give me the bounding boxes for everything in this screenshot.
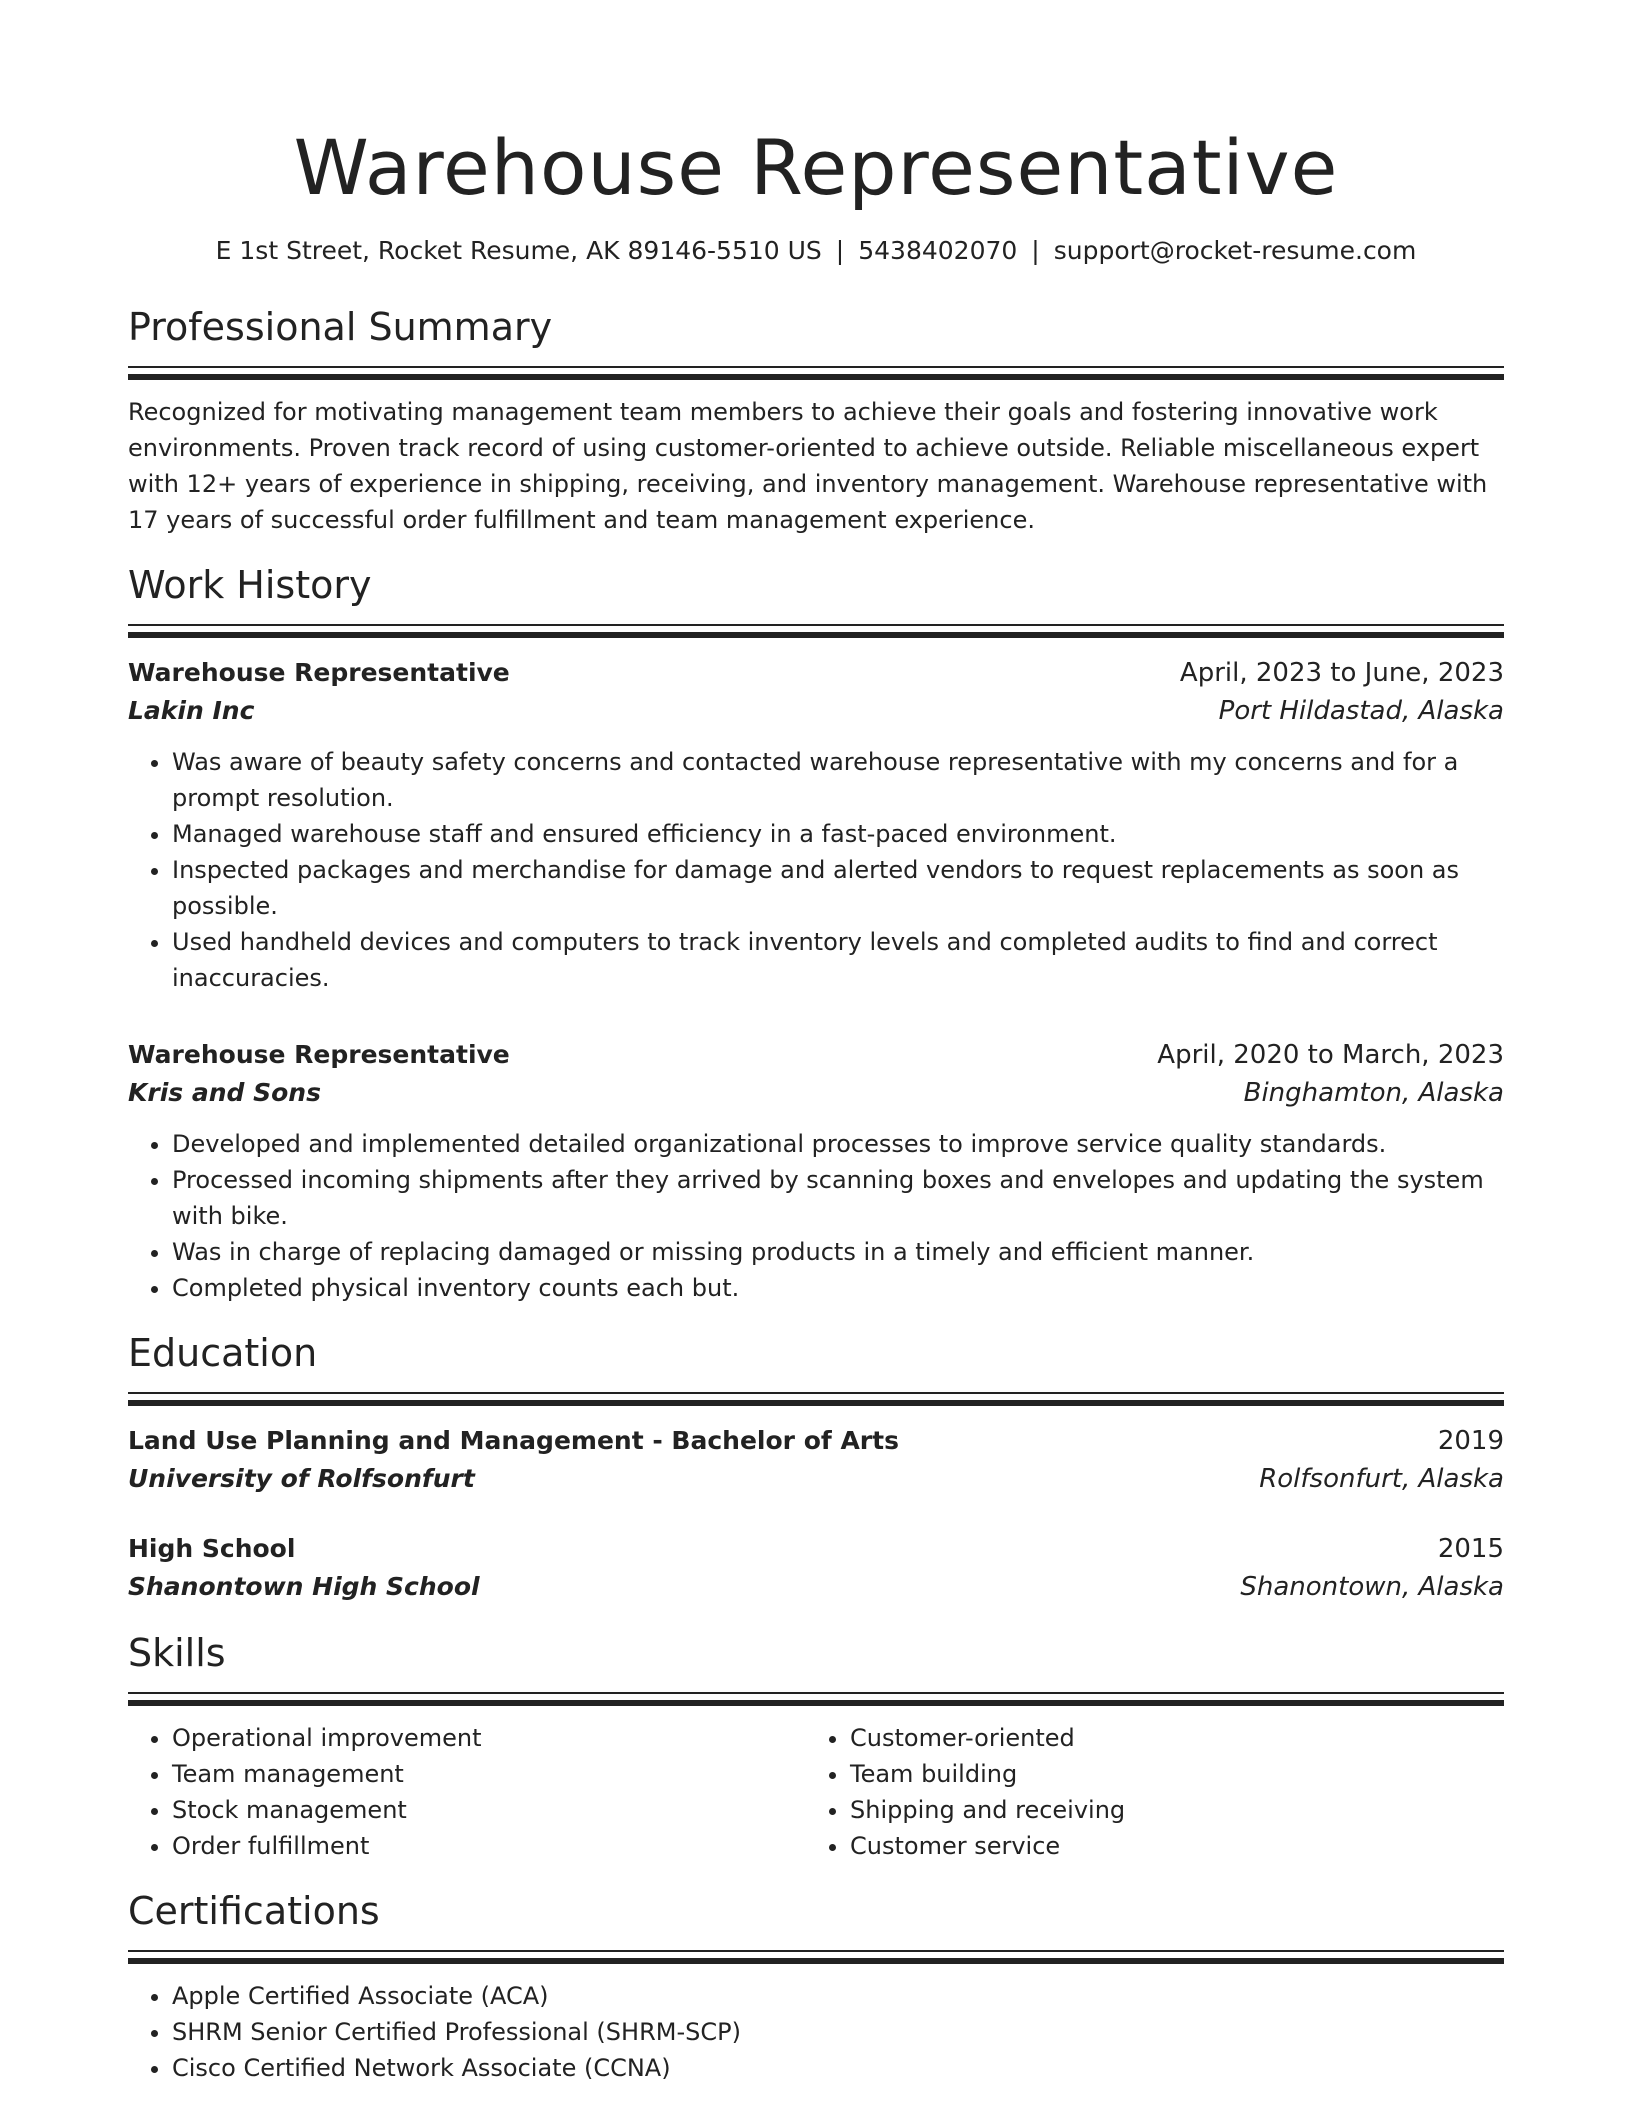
list-item: • Processed incoming shipments after they arrived by scanning boxes and envelopes and updating the system with bike. <box>172 1162 1504 1234</box>
contact-address: E 1st Street, Rocket Resume, AK 89146-5510 US <box>215 236 822 265</box>
resume-page <box>128 0 1504 2086</box>
section-divider <box>128 624 1504 640</box>
list-item: • Was in charge of replacing damaged or missing products in a timely and efficient manner. <box>172 1234 1504 1270</box>
job-company: Lakin Inc <box>128 696 255 725</box>
education-location: Shanontown, Alaska <box>1240 1572 1504 1602</box>
list-item: • Was aware of beauty safety concerns and contacted warehouse representative with my concerns and for a prompt resolution. <box>172 744 1504 816</box>
contact-email: support@rocket-resume.com <box>1053 236 1417 265</box>
list-item: • Team management <box>172 1756 806 1792</box>
list-item: • Operational improvement <box>172 1720 806 1756</box>
list-item: • Apple Certified Associate (ACA) <box>172 1978 1504 2014</box>
work-history-section <box>128 560 1504 1306</box>
section-divider <box>128 366 1504 382</box>
skills-list-right <box>806 1720 1484 1864</box>
contact-line <box>128 234 1504 268</box>
list-item: • Completed physical inventory counts each but. <box>172 1270 1504 1306</box>
list-item: • Stock management <box>172 1792 806 1828</box>
job-dates: April, 2020 to March, 2023 <box>1157 1040 1504 1070</box>
list-item: • Customer-oriented <box>850 1720 1484 1756</box>
list-item: • Managed warehouse staff and ensured efficiency in a fast-paced environment. <box>172 816 1504 852</box>
section-heading: Work History <box>128 563 372 607</box>
education-school: University of Rolfsonfurt <box>128 1464 475 1493</box>
list-item: • SHRM Senior Certified Professional (SHRM-SCP) <box>172 2014 1504 2050</box>
job-location: Binghamton, Alaska <box>1243 1078 1504 1108</box>
contact-separator: | <box>835 236 845 265</box>
certifications-section <box>128 1886 1504 2086</box>
contact-separator: | <box>1031 236 1040 265</box>
job-entry <box>128 654 1504 996</box>
list-item: • Used handheld devices and computers to track inventory levels and completed audits to find and correct inaccuracies. <box>172 924 1504 996</box>
contact-phone: 5438402070 <box>858 236 1018 265</box>
section-heading: Education <box>128 1331 318 1375</box>
job-title: Warehouse Representative <box>128 1040 510 1069</box>
education-entry <box>128 1422 1504 1498</box>
section-divider <box>128 1392 1504 1408</box>
education-section <box>128 1328 1504 1606</box>
list-item: • Team building <box>850 1756 1484 1792</box>
education-year: 2015 <box>1437 1534 1504 1564</box>
summary-section <box>128 302 1504 538</box>
education-year: 2019 <box>1437 1426 1504 1456</box>
section-divider <box>128 1692 1504 1708</box>
education-location: Rolfsonfurt, Alaska <box>1259 1464 1504 1494</box>
job-entry <box>128 1036 1504 1306</box>
list-item: • Order fulfillment <box>172 1828 806 1864</box>
list-item: • Customer service <box>850 1828 1484 1864</box>
education-degree: Land Use Planning and Management - Bachelor of Arts <box>128 1426 899 1455</box>
section-heading: Professional Summary <box>128 305 553 349</box>
summary-text: Recognized for motivating management team members to achieve their goals and fostering innovative work environments. Proven track record of using customer-oriented to achieve outside. Reliable miscellaneous expert with 12+ years of experience in shipping, receiving, and inventory management. Warehouse representative with 17 years of successful order fulfillment and team management experience. <box>128 398 1488 534</box>
education-degree: High School <box>128 1534 296 1563</box>
skills-list-left <box>128 1720 806 1864</box>
list-item: • Cisco Certified Network Associate (CCNA) <box>172 2050 1504 2086</box>
job-location: Port Hildastad, Alaska <box>1218 696 1504 726</box>
job-title: Warehouse Representative <box>128 658 510 687</box>
education-entry <box>128 1530 1504 1606</box>
resume-name: Warehouse Representative <box>293 123 1339 212</box>
section-heading: Certifications <box>128 1889 380 1933</box>
section-divider <box>128 1950 1504 1966</box>
job-bullets <box>128 744 1504 996</box>
list-item: • Inspected packages and merchandise for damage and alerted vendors to request replacements as soon as possible. <box>172 852 1504 924</box>
skills-columns <box>128 1720 1504 1864</box>
list-item: • Developed and implemented detailed organizational processes to improve service quality standards. <box>172 1126 1504 1162</box>
job-bullets <box>128 1126 1504 1306</box>
education-school: Shanontown High School <box>128 1572 480 1601</box>
job-company: Kris and Sons <box>128 1078 321 1107</box>
certifications-list <box>128 1978 1504 2086</box>
job-dates: April, 2023 to June, 2023 <box>1179 658 1504 688</box>
skills-section <box>128 1628 1504 1864</box>
list-item: • Shipping and receiving <box>850 1792 1484 1828</box>
section-heading: Skills <box>128 1631 226 1675</box>
